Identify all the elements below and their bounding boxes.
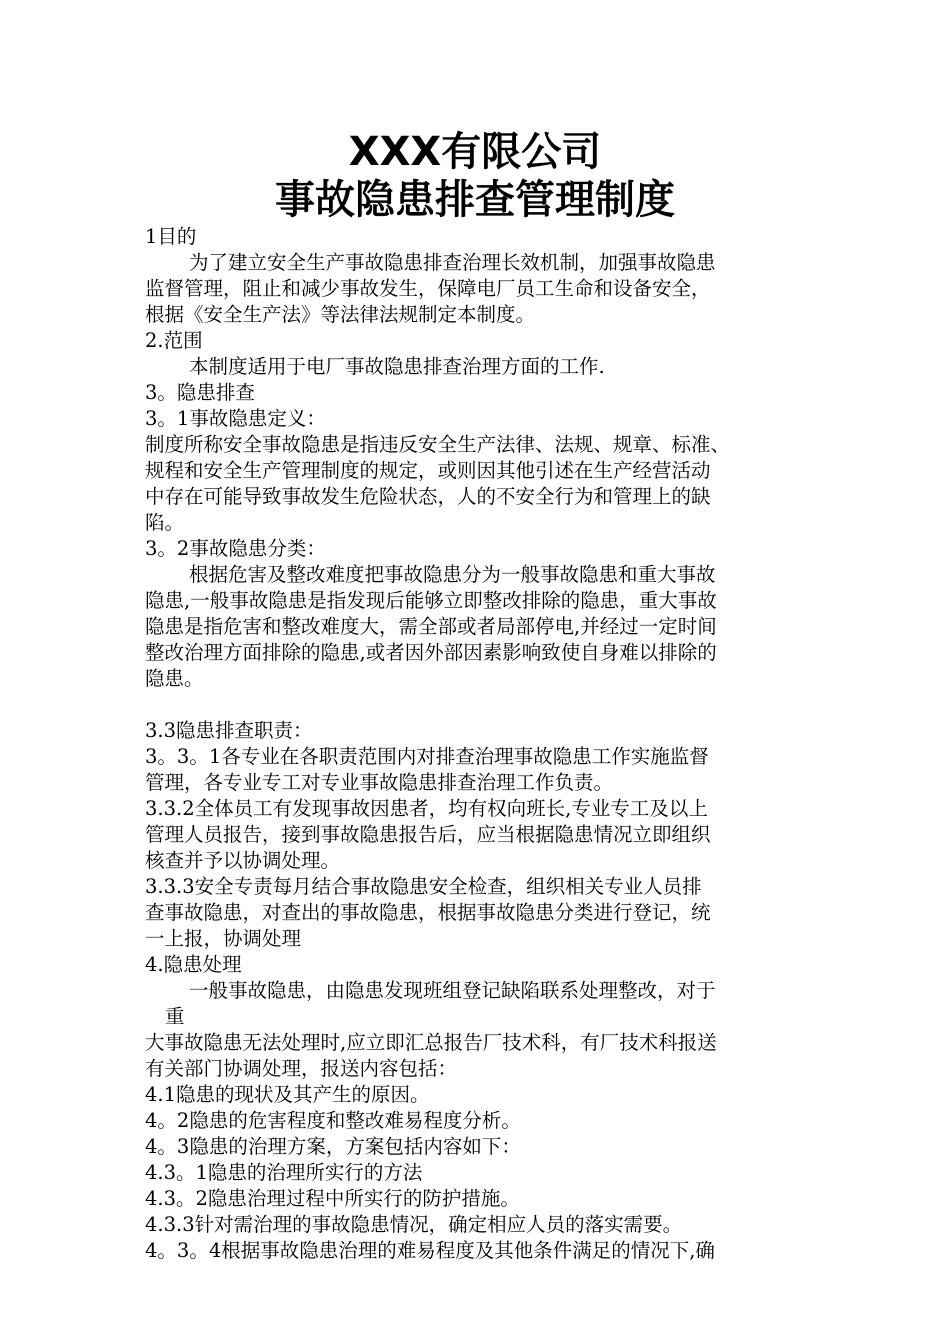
section-heading: 3。隐患排查 [145, 381, 255, 404]
section-heading: 2.范围 [145, 329, 203, 352]
document-body [145, 224, 825, 1264]
document-title: 事故隐患排查管理制度 [275, 177, 675, 223]
paragraph-line: 查事故隐患，对查出的事故隐患，根据事故隐患分类进行登记，统 [145, 901, 711, 924]
paragraph-line: 制度所称安全事故隐患是指违反安全生产法律、法规、规章、标准、 [145, 433, 731, 456]
paragraph-line: 中存在可能导致事故发生危险状态，人的不安全行为和管理上的缺 [145, 485, 711, 508]
paragraph-line: 一般事故隐患，由隐患发现班组登记缺陷联系处理整改，对于 [189, 979, 716, 1002]
list-item: 4.1隐患的现状及其产生的原因。 [145, 1083, 430, 1106]
paragraph-line: 管理人员报告，接到事故隐患报告后，应当根据隐患情况立即组织 [145, 823, 711, 846]
paragraph-line: 整改治理方面排除的隐患,或者因外部因素影响致使自身难以排除的 [145, 641, 717, 664]
list-item: 4.3.3针对需治理的事故隐患情况，确定相应人员的落实需要。 [145, 1213, 683, 1236]
list-item: 4。3。4根据事故隐患治理的难易程度及其他条件满足的情况下,确 [145, 1239, 715, 1262]
paragraph-line: 管理，各专业专工对专业事故隐患排查治理工作负责。 [145, 771, 614, 794]
paragraph-line: 根据危害及整改难度把事故隐患分为一般事故隐患和重大事故 [189, 563, 716, 586]
paragraph-line: 规程和安全生产管理制度的规定，或则因其他引述在生产经营活动 [145, 459, 711, 482]
paragraph-line: 隐患,一般事故隐患是指发现后能够立即整改排除的隐患，重大事故 [145, 589, 717, 612]
paragraph-line: 核查并予以协调处理。 [145, 849, 341, 872]
blank-line [145, 692, 825, 718]
paragraph-line: 为了建立安全生产事故隐患排查治理长效机制，加强事故隐患 [189, 251, 716, 274]
paragraph-line: 有关部门协调处理，报送内容包括： [145, 1057, 458, 1080]
company-name: XXX有限公司 [348, 129, 602, 175]
paragraph-line: 陷。 [145, 511, 185, 534]
paragraph-line: 3.3.2全体员工有发现事故因患者，均有权向班长,专业专工及以上 [145, 797, 708, 820]
paragraph-line: 隐患是指危害和整改难度大，需全部或者局部停电,并经过一定时间 [145, 615, 717, 638]
list-item: 4.3。1隐患的治理所实行的方法 [145, 1161, 423, 1184]
paragraph-line: 大事故隐患无法处理时,应立即汇总报告厂技术科，有厂技术科报送 [145, 1031, 717, 1054]
paragraph-line: 一上报，协调处理 [145, 927, 302, 950]
paragraph-line: 监督管理，阻止和减少事故发生，保障电厂员工生命和设备安全， [145, 277, 711, 300]
paragraph-line: 重 [165, 1005, 185, 1028]
paragraph-line: 3。3。1各专业在各职责范围内对排查治理事故隐患工作实施监督 [145, 745, 709, 768]
paragraph-line: 3.3.3安全专责每月结合事故隐患安全检查，组织相关专业人员排 [145, 875, 702, 898]
section-heading: 1目的 [145, 225, 197, 248]
subsection-heading: 3。1事故隐患定义： [145, 407, 326, 430]
subsection-heading: 3.3隐患排查职责： [145, 719, 313, 742]
paragraph-line: 隐患。 [145, 667, 204, 690]
paragraph-line: 根据《安全生产法》等法律法规制定本制度。 [145, 303, 536, 326]
list-item: 4。3隐患的治理方案，方案包括内容如下： [145, 1135, 521, 1158]
list-item: 4。2隐患的危害程度和整改难易程度分析。 [145, 1109, 521, 1132]
section-heading: 4.隐患处理 [145, 953, 242, 976]
subsection-heading: 3。2事故隐患分类： [145, 537, 326, 560]
list-item: 4.3。2隐患治理过程中所实行的防护措施。 [145, 1187, 520, 1210]
paragraph-line: 本制度适用于电厂事故隐患排查治理方面的工作. [189, 355, 605, 378]
